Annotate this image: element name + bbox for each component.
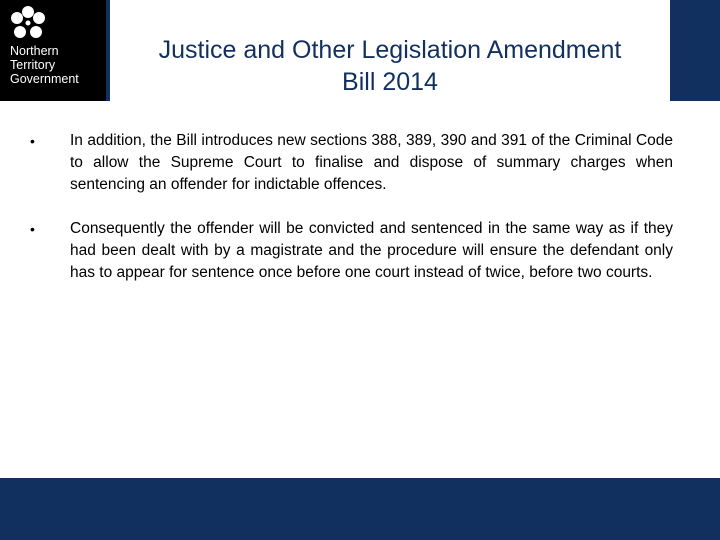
page-title-line2: Bill 2014 bbox=[342, 68, 438, 96]
bullet-item bbox=[25, 130, 673, 196]
logo-text bbox=[10, 44, 79, 86]
bullet-marker: • bbox=[30, 221, 35, 237]
logo-line-northern: Northern bbox=[10, 44, 59, 58]
header-bar bbox=[0, 0, 720, 101]
logo-line-government: Government bbox=[10, 72, 79, 86]
footer-bar bbox=[0, 478, 720, 540]
bullet-item bbox=[25, 218, 673, 284]
logo-line-territory: Territory bbox=[10, 58, 56, 72]
bullet-marker: • bbox=[30, 133, 35, 149]
nt-government-logo bbox=[0, 0, 106, 101]
page-title bbox=[110, 34, 670, 98]
bullet-text: Consequently the offender will be convicted and sentenced in the same way as if they had been dealt with by a magistrate and the procedure will ensure the defendant only has to appear for sentence once before one court instead of twice, before two courts. bbox=[70, 220, 673, 281]
desert-rose-icon bbox=[8, 6, 48, 42]
title-accent-strip bbox=[670, 0, 720, 101]
bullet-text: In addition, the Bill introduces new sections 388, 389, 390 and 391 of the Criminal Code to allow the Supreme Court to finalise and dispose of summary charges when sentencing an offender for indictable offences. bbox=[70, 132, 673, 193]
slide-content bbox=[25, 130, 673, 306]
page-title-line1: Justice and Other Legislation Amendment bbox=[158, 36, 622, 64]
